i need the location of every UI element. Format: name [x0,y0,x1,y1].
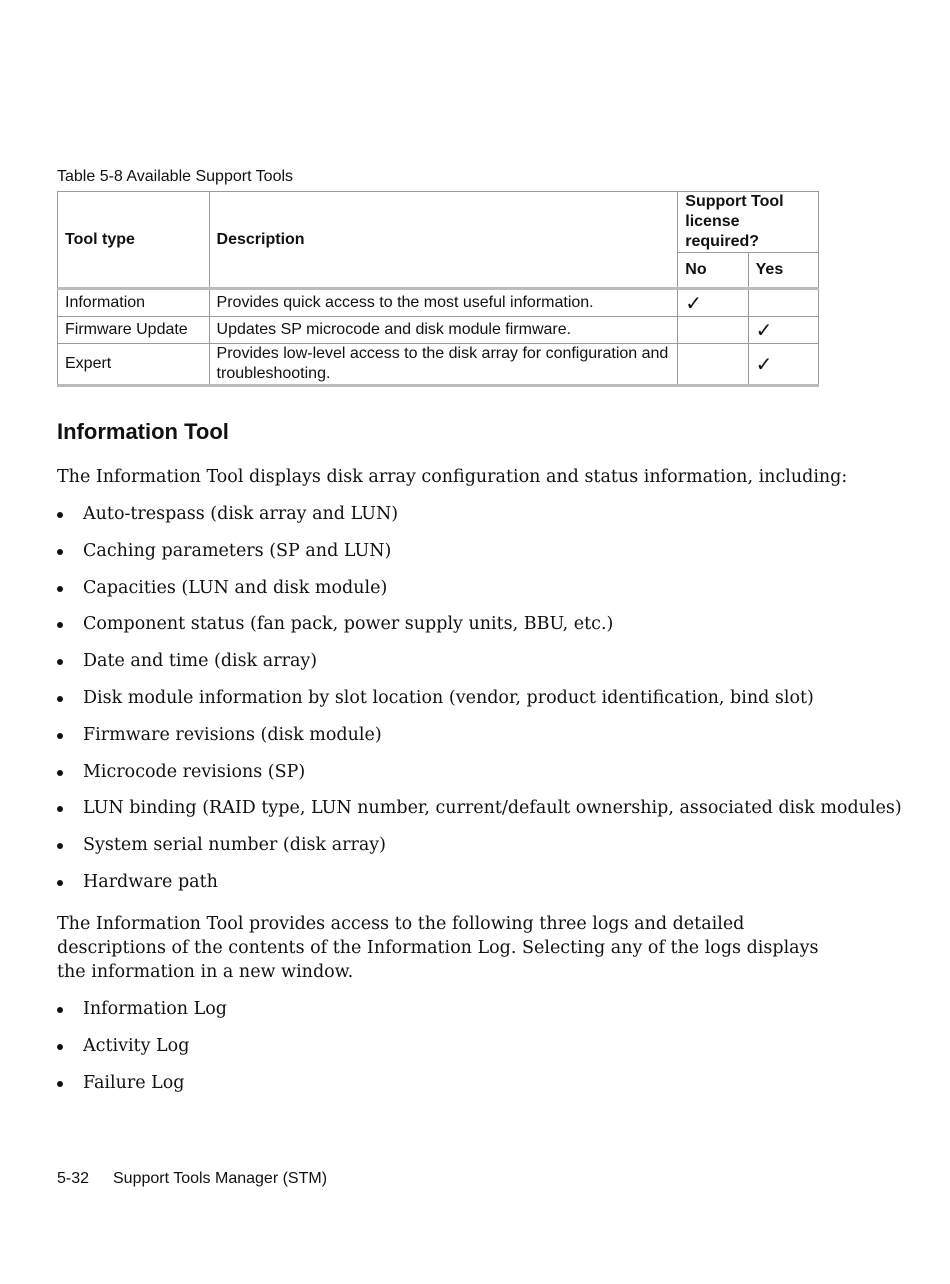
list-item-text: System serial number (disk array) [83,835,387,856]
bullet-icon [57,770,63,776]
cell-description: Provides low-level access to the disk array for configuration and troubleshooting. [209,344,678,386]
list-item [57,649,857,686]
bullet-icon [57,622,63,628]
table-row [58,344,819,386]
header-tool-type: Tool type [58,192,210,289]
list-item [57,612,857,649]
list-item [57,1071,857,1108]
bullet-icon [57,549,63,555]
logs-list [57,997,857,1107]
list-item-text: Caching parameters (SP and LUN) [83,540,392,561]
list-item-text: Hardware path [83,871,218,892]
bullet-icon [57,659,63,665]
header-license-line2: license required? [685,213,760,250]
list-item [57,796,902,833]
cell-no [678,317,748,344]
cell-yes [748,289,818,317]
list-item [57,576,857,613]
bullet-icon [57,843,63,849]
list-item [57,833,857,870]
list-item-text: Auto-trespass (disk array and LUN) [83,504,399,524]
list-item-text: Information Log [83,999,227,1019]
list-item [57,1034,857,1071]
intro-paragraph: The Information Tool displays disk array configuration and status information, including: [57,467,848,487]
list-item [57,760,857,797]
bullet-icon [57,1044,63,1050]
list-item [57,502,857,539]
support-tools-table [57,191,819,387]
table-caption: Table 5-8 Available Support Tools [57,168,294,185]
list-item-text: Component status (fan pack, power supply units, BBU, etc.) [83,614,614,635]
bullet-icon [57,1081,63,1087]
list-item-text: LUN binding (RAID type, LUN number, current/default ownership, associated disk modules) [83,798,902,819]
bullet-icon [57,1007,63,1013]
bullet-icon [57,733,63,739]
header-license-line1: Support Tool [685,193,784,210]
list-item-text: Activity Log [83,1035,190,1056]
section-title: Information Tool [57,419,229,444]
header-yes: Yes [748,253,818,289]
bullet-icon [57,696,63,702]
logs-paragraph: The Information Tool provides access to the following three logs and detailed descriptions of the contents of the Information Log. Selecting any of the logs displays the information in a new window. [57,914,819,982]
list-item [57,723,857,760]
cell-no [678,344,748,386]
list-item-text: Date and time (disk array) [83,651,318,672]
table-row [58,289,819,317]
list-item [57,686,857,723]
list-item [57,997,857,1034]
info-items-list [57,502,902,907]
list-item-text: Firmware revisions (disk module) [83,724,382,745]
list-item-text: Microcode revisions (SP) [83,761,306,782]
bullet-icon [57,512,63,518]
bullet-icon [57,880,63,886]
list-item [57,870,857,907]
bullet-icon [57,586,63,592]
bullet-icon [57,806,63,812]
list-item [57,539,857,576]
checkmark-icon: ✓ [678,289,748,317]
footer-title: Support Tools Manager (STM) [113,1170,328,1187]
cell-description: Provides quick access to the most useful information. [209,289,678,317]
cell-tool: Firmware Update [58,317,210,344]
header-no: No [678,253,748,289]
cell-tool: Expert [58,344,210,386]
cell-tool: Information [58,289,210,317]
table-row [58,317,819,344]
checkmark-icon: ✓ [748,344,818,386]
list-item-text: Failure Log [83,1072,185,1093]
page-number: 5-32 [57,1170,90,1187]
header-description: Description [209,192,678,289]
list-item-text: Disk module information by slot location (vendor, product identification, bind slot) [83,687,814,708]
page-footer [57,1170,327,1188]
header-license-required [678,192,819,253]
list-item-text: Capacities (LUN and disk module) [83,577,388,598]
cell-description: Updates SP microcode and disk module firmware. [209,317,678,344]
checkmark-icon: ✓ [748,317,818,344]
